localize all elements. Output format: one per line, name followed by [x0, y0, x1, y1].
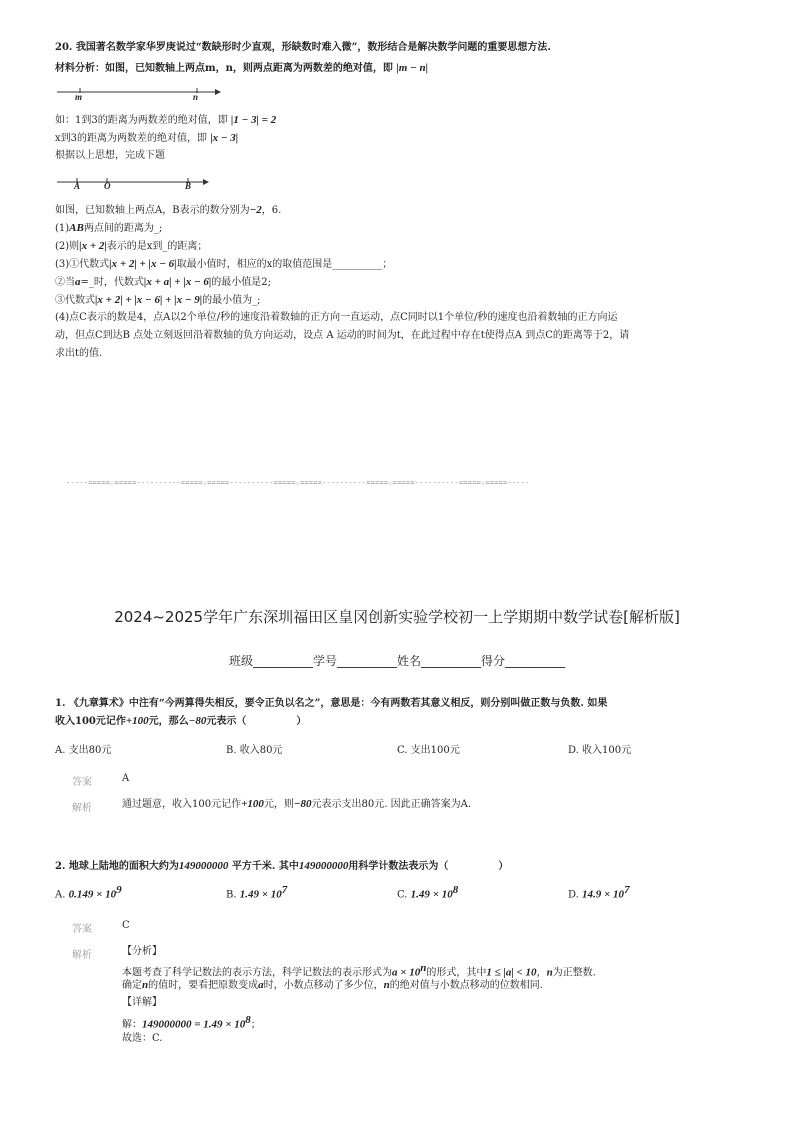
q20-part4-line2: 动，但点C到达B 点处立刻返回沿着数轴的负方向运动，设点 A 运动的时间为t，在此过程中存在t使得点A 到点C的距离等于2，请: [55, 330, 630, 341]
q1-option-b: B. 收入80元: [226, 745, 283, 756]
number-line-aob: [55, 174, 225, 196]
q1-option-a: A. 支出80元: [55, 745, 112, 756]
axis-label-n: n: [193, 92, 199, 102]
q2-option-b: B. $1.49 \times 10^7$: [226, 884, 288, 901]
q1-answer: A: [122, 773, 130, 784]
q20-part2: (2)则|x + 2|表示的是x到_的距离；: [55, 240, 208, 252]
page-separator: -----=====☆=====----------=====☆=====----------=====☆=====----------=====☆=====----------=====☆=====-----: [66, 479, 530, 487]
q20-given: 如图，已知数轴上两点A，B表示的数分别为−2，6.: [55, 204, 282, 216]
q2-option-a: A. $0.149 \times 10^9$: [55, 884, 122, 901]
q2-option-c: C. $1.49 \times 10^8$: [397, 884, 459, 901]
axis-label-m: m: [75, 92, 83, 102]
q20-material: 材料分析：如图，已知数轴上两点m，n，则两点距离为两数差的绝对值，即 |m − n|: [55, 62, 429, 74]
q20-part3a: (3)①代数式|x + 2| + |x − 6|取最小值时，相应的x的取值范围是__________；: [55, 258, 393, 270]
q20-example2: x到3的距离为两数差的绝对值，即 |x − 3|: [55, 132, 239, 144]
q1-analysis-label: 解析: [72, 803, 92, 814]
q20-part4-line1: (4)点C表示的数是4，点A以2个单位/秒的速度沿着数轴的正方向一直运动，点C同时以1个单位/秒的速度也沿着数轴的正方向运: [55, 312, 618, 323]
q2-solution: 解：$149000000 = 1.49 \times 10^8$；: [122, 1014, 261, 1031]
q2-answer-label: 答案: [72, 924, 92, 935]
q2-stem: 2. 地球上陆地的面积大约为149000000 平方千米. 其中149000000用科学计数法表示为（ ）: [55, 860, 509, 872]
q20-part3b: ②当a=_时，代数式|x + a| + |x − 6|的最小值是2;: [55, 276, 272, 288]
q1-option-d: D. 收入100元: [568, 745, 632, 756]
student-info-line: 班级__________学号__________姓名__________得分__________: [228, 654, 565, 668]
q2-analysis-heading: 【分析】: [122, 946, 162, 957]
q1-option-c: C. 支出100元: [397, 745, 460, 756]
q20-part1: (1)AB两点间的距离为_;: [55, 222, 163, 234]
q2-option-d: D. $14.9 \times 10^7$: [568, 884, 630, 901]
q2-detail-heading: 【详解】: [122, 997, 162, 1008]
q2-choice: 故选：C.: [122, 1033, 163, 1044]
axis-label-o: O: [104, 181, 111, 191]
q20-example1: 如：1到3的距离为两数差的绝对值，即 |1 − 3| = 2: [55, 114, 277, 126]
q20-lead: 20. 我国著名数学家华罗庚说过“数缺形时少直观，形缺数时难入微”，数形结合是解决数学问题的重要思想方法.: [55, 42, 551, 53]
q1-line1: 1. 《九章算术》中注有“今两算得失相反，要令正负以名之”，意思是：今有两数若其意义相反，则分别叫做正数与负数. 如果: [55, 698, 608, 709]
q2-analysis-line1: 本题考查了科学记数法的表示方法，科学记数法的表示形式为$a \times 10^n$的形式，其中1 ≤ |a| < 10，n为正整数.: [122, 962, 596, 979]
q2-analysis-line2: 确定n的值时，要看把原数变成a时，小数点移动了多少位，n的绝对值与小数点移动的位数相同.: [122, 979, 543, 991]
axis-label-b: B: [185, 181, 192, 191]
q1-line2: 收入100元记作+100元，那么−80元表示（ ）: [55, 715, 307, 727]
q1-analysis: 通过题意，收入100元记作+100元，则−80元表示支出80元. 因此正确答案为A.: [122, 798, 472, 810]
q20-part3c: ③代数式|x + 2| + |x − 6| + |x − 9|的最小值为_;: [55, 294, 261, 306]
page-title: 2024~2025学年广东深圳福田区皇冈创新实验学校初一上学期期中数学试卷[解析版]: [114, 608, 680, 626]
q20-part4-line3: 求出t的值.: [55, 348, 103, 359]
q1-answer-label: 答案: [72, 777, 92, 788]
axis-label-a: A: [74, 181, 81, 191]
q2-analysis-label: 解析: [72, 950, 92, 961]
q20-example3: 根据以上思想，完成下题: [55, 150, 165, 161]
q2-answer: C: [122, 920, 130, 931]
